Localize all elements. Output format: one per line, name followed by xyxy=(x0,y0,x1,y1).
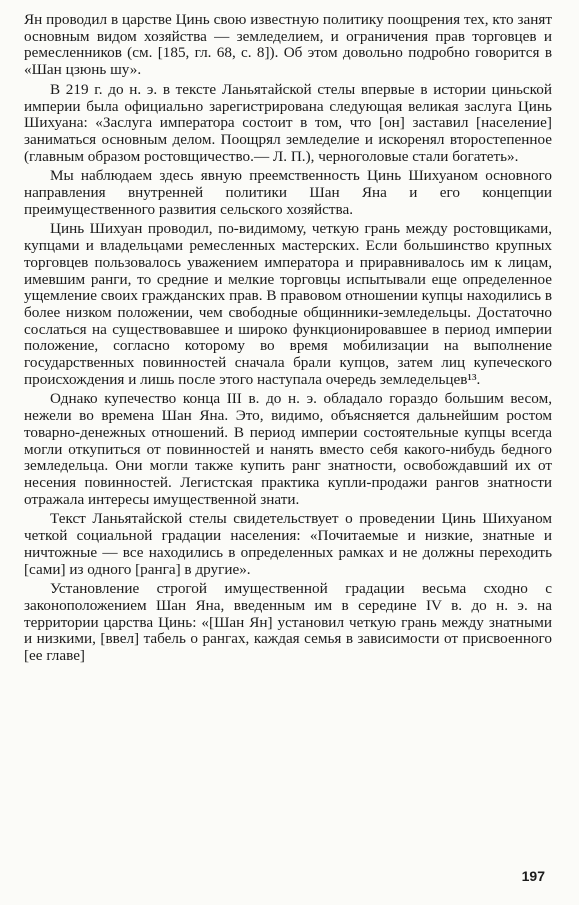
page-text xyxy=(24,12,552,668)
paragraph-5: Однако купечество конца III в. до н. э. обладало гораздо большим весом, нежели во времена Шан Яна. Это, видимо, объясняется дальнейшим ростом товарно-денежных отношений. В период империи состоятельные купцы всегда могли откупиться от повинностей и нанять вместо себя какого-нибудь бедного земледельца. Они могли также купить ранг знатности, освобождавший их от несения повинностей. Легистская практика купли-продажи рангов знатности отражала интересы имущественной знати. xyxy=(24,390,552,508)
paragraph-3: Мы наблюдаем здесь явную преемственность Цинь Шихуаном основного направления внутренней политики Шан Яна и его концепции преимущественного развития сельского хозяйства. xyxy=(24,167,552,218)
paragraph-6: Текст Ланьятайской стелы свидетельствует о проведении Цинь Шихуаном четкой социальной градации населения: «Почитаемые и низкие, знатные и ничтожные — все находились в определенных рамках и не должны переходить [сами] из одного [ранга] в другие». xyxy=(24,510,552,578)
paragraph-4: Цинь Шихуан проводил, по-видимому, четкую грань между ростовщиками, купцами и владельцами ремесленных мастерских. Если большинство крупных торговцев пользовалось уважением императора и приравнивалось им к лицам, имевшим ранги, то средние и мелкие торговцы испытывали еще определенное ущемление своих гражданских прав. В правовом отношении купцы находились в более низком положении, чем свободные общинники-земледельцы. Достаточно сослаться на существовавшее и широко функционировавшее в период империи положение, согласно которому во время мобилизации на выполнение государственных повинностей сначала брали купцов, затем лиц купеческого происхождения и лишь после этого наступала очередь земледельцев¹³. xyxy=(24,220,552,388)
paragraph-7: Установление строгой имущественной градации весьма сходно с законоположением Шан Яна, введенным им в середине IV в. до н. э. на территории царства Цинь: «[Шан Ян] установил четкую грань между знатными и низкими, [ввел] табель о рангах, каждая семья в зависимости от присвоенного [ее главе] xyxy=(24,580,552,665)
paragraph-2: В 219 г. до н. э. в тексте Ланьятайской стелы впервые в истории циньской империи была официально зарегистрирована следующая великая заслуга Цинь Шихуана: «Заслуга императора состоит в том, что [он] заставил [население] заниматься основным делом. Поощрял земледелие и искоренял второстепенное (главным образом ростовщичество.— Л. П.), черноголовые стали богатеть». xyxy=(24,80,552,165)
page-number: 197 xyxy=(521,868,545,884)
paragraph-1: Ян проводил в царстве Цинь свою известную политику поощрения тех, кто занят основным видом хозяйства — земледелием, и ограничения прав торговцев и ремесленников (см. [185, гл. 68, с. 8]). Об этом довольно подробно говорится в «Шан цзюнь шу». xyxy=(24,11,552,79)
